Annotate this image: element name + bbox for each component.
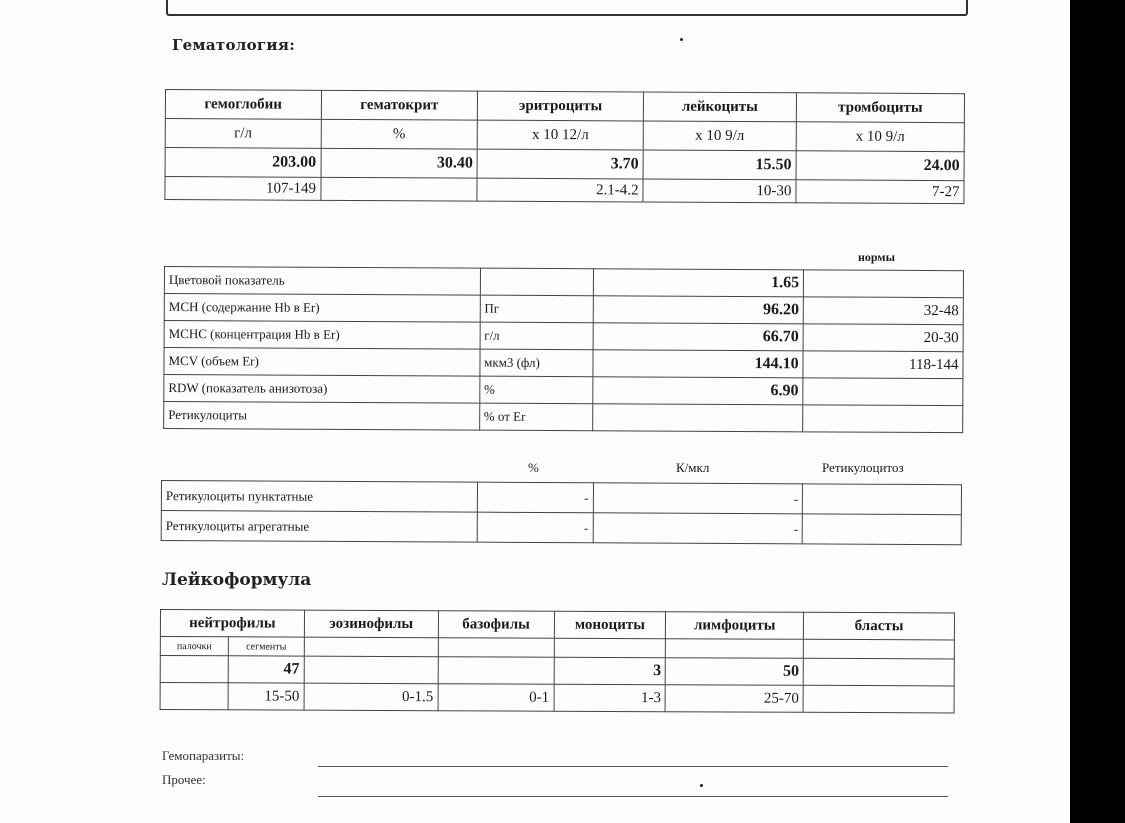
norm-hemoglobin: 107-149	[165, 177, 321, 201]
header-monocytes: моноциты	[554, 611, 666, 638]
index-name: Цветовой показатель	[164, 267, 480, 296]
empty-cell	[554, 638, 666, 657]
empty-cell	[666, 639, 804, 659]
unit-hematocrit: %	[321, 119, 478, 149]
norm-leukocytes: 10-30	[643, 179, 796, 203]
value-lymphocytes: 50	[666, 658, 804, 686]
value-leukocytes: 15.50	[643, 150, 796, 180]
index-norm: 32-48	[803, 297, 963, 325]
other-line	[318, 796, 948, 797]
hematology-table	[164, 89, 965, 204]
index-norm	[803, 405, 963, 433]
hemoparasites-label: Гемопаразиты:	[162, 748, 245, 763]
norm-blasts	[803, 685, 954, 713]
retic-pct: -	[477, 482, 593, 513]
index-value: 96.20	[594, 296, 804, 324]
reticulocytes-table	[161, 480, 962, 545]
index-value	[593, 404, 803, 432]
norms-label: нормы	[858, 250, 895, 264]
value-basophils	[438, 657, 554, 685]
index-name: MCV (объем Er)	[164, 348, 480, 377]
index-norm: 20-30	[803, 324, 963, 352]
empty-cell	[438, 638, 554, 658]
index-value: 6.90	[593, 377, 803, 405]
index-name: RDW (показатель анизотоза)	[164, 375, 480, 404]
retic-header-count: К/мкл	[676, 460, 710, 475]
index-value: 1.65	[594, 269, 804, 297]
index-value: 66.70	[594, 323, 804, 351]
index-norm	[804, 270, 964, 298]
norm-erythrocytes: 2.1-4.2	[477, 178, 643, 202]
hemoparasites-line	[318, 766, 948, 767]
empty-cell	[304, 637, 438, 657]
index-unit: Пг	[480, 295, 594, 323]
index-value: 144.10	[593, 350, 803, 378]
index-unit: % от Er	[479, 403, 593, 431]
sub-band: палочки	[160, 637, 228, 656]
norm-platelets: 7-27	[796, 180, 964, 204]
retic-count: -	[593, 483, 803, 514]
norm-eosinophils: 0-1.5	[304, 683, 438, 711]
value-monocytes: 3	[554, 657, 666, 684]
top-box-border	[166, 0, 968, 16]
index-unit: %	[479, 376, 593, 404]
header-neutrophils: нейтрофилы	[160, 610, 304, 638]
index-name: МСН (содержание Hb в Er)	[164, 294, 480, 323]
header-eosinophils: эозинофилы	[304, 610, 438, 638]
retic-name: Ретикулоциты агрегатные	[161, 511, 477, 543]
header-blasts: бласты	[804, 612, 955, 640]
index-unit	[480, 268, 594, 296]
index-norm: 118-144	[803, 351, 963, 379]
unit-erythrocytes: х 10 12/л	[477, 120, 643, 150]
sub-segmented: сегменты	[228, 637, 304, 656]
retic-pct: -	[477, 512, 593, 543]
header-erythrocytes: эритроциты	[478, 91, 644, 121]
value-erythrocytes: 3.70	[477, 149, 643, 179]
retic-count: -	[593, 513, 803, 544]
header-hemoglobin: гемоглобин	[165, 90, 321, 120]
norm-basophils: 0-1	[438, 684, 554, 712]
header-platelets: тромбоциты	[796, 93, 964, 123]
value-eosinophils	[304, 656, 438, 684]
retic-status	[803, 484, 962, 515]
index-unit: г/л	[480, 322, 594, 350]
index-norm	[803, 378, 963, 406]
empty-cell	[804, 639, 955, 659]
value-band	[160, 656, 228, 683]
header-leukocytes: лейкоциты	[643, 92, 796, 122]
norm-monocytes: 1-3	[554, 684, 666, 711]
retic-status	[802, 514, 961, 545]
leukoformula-title: Лейкоформула	[162, 570, 312, 590]
value-segmented: 47	[228, 656, 304, 683]
header-hematocrit: гематокрит	[321, 90, 478, 120]
index-unit: мкм3 (фл)	[480, 349, 594, 377]
unit-hemoglobin: г/л	[165, 119, 321, 149]
hematology-title: Гематология:	[172, 36, 296, 54]
norm-lymphocytes: 25-70	[665, 685, 803, 713]
index-name: Ретикулоциты	[164, 402, 480, 431]
header-basophils: базофилы	[438, 611, 554, 639]
retic-header-pct: %	[528, 460, 539, 475]
retic-header-status: Ретикулоцитоз	[822, 460, 904, 475]
unit-platelets: х 10 9/л	[796, 122, 964, 152]
norm-hematocrit	[320, 177, 477, 201]
norm-band	[160, 683, 228, 710]
retic-name: Ретикулоциты пунктатные	[161, 481, 477, 513]
value-blasts	[803, 658, 954, 686]
header-lymphocytes: лимфоциты	[666, 612, 804, 640]
value-hematocrit: 30.40	[321, 148, 478, 178]
value-platelets: 24.00	[796, 151, 964, 181]
value-hemoglobin: 203.00	[165, 148, 321, 178]
unit-leukocytes: х 10 9/л	[643, 121, 796, 151]
scan-black-edge	[1070, 0, 1125, 823]
indices-table	[163, 266, 964, 433]
leukoformula-table	[160, 609, 955, 713]
other-label: Прочее:	[162, 772, 206, 787]
index-name: МСНС (концентрация Hb в Er)	[164, 321, 480, 350]
scan-speck	[700, 784, 703, 787]
norm-segmented: 15-50	[228, 683, 304, 710]
scan-speck	[680, 38, 683, 41]
